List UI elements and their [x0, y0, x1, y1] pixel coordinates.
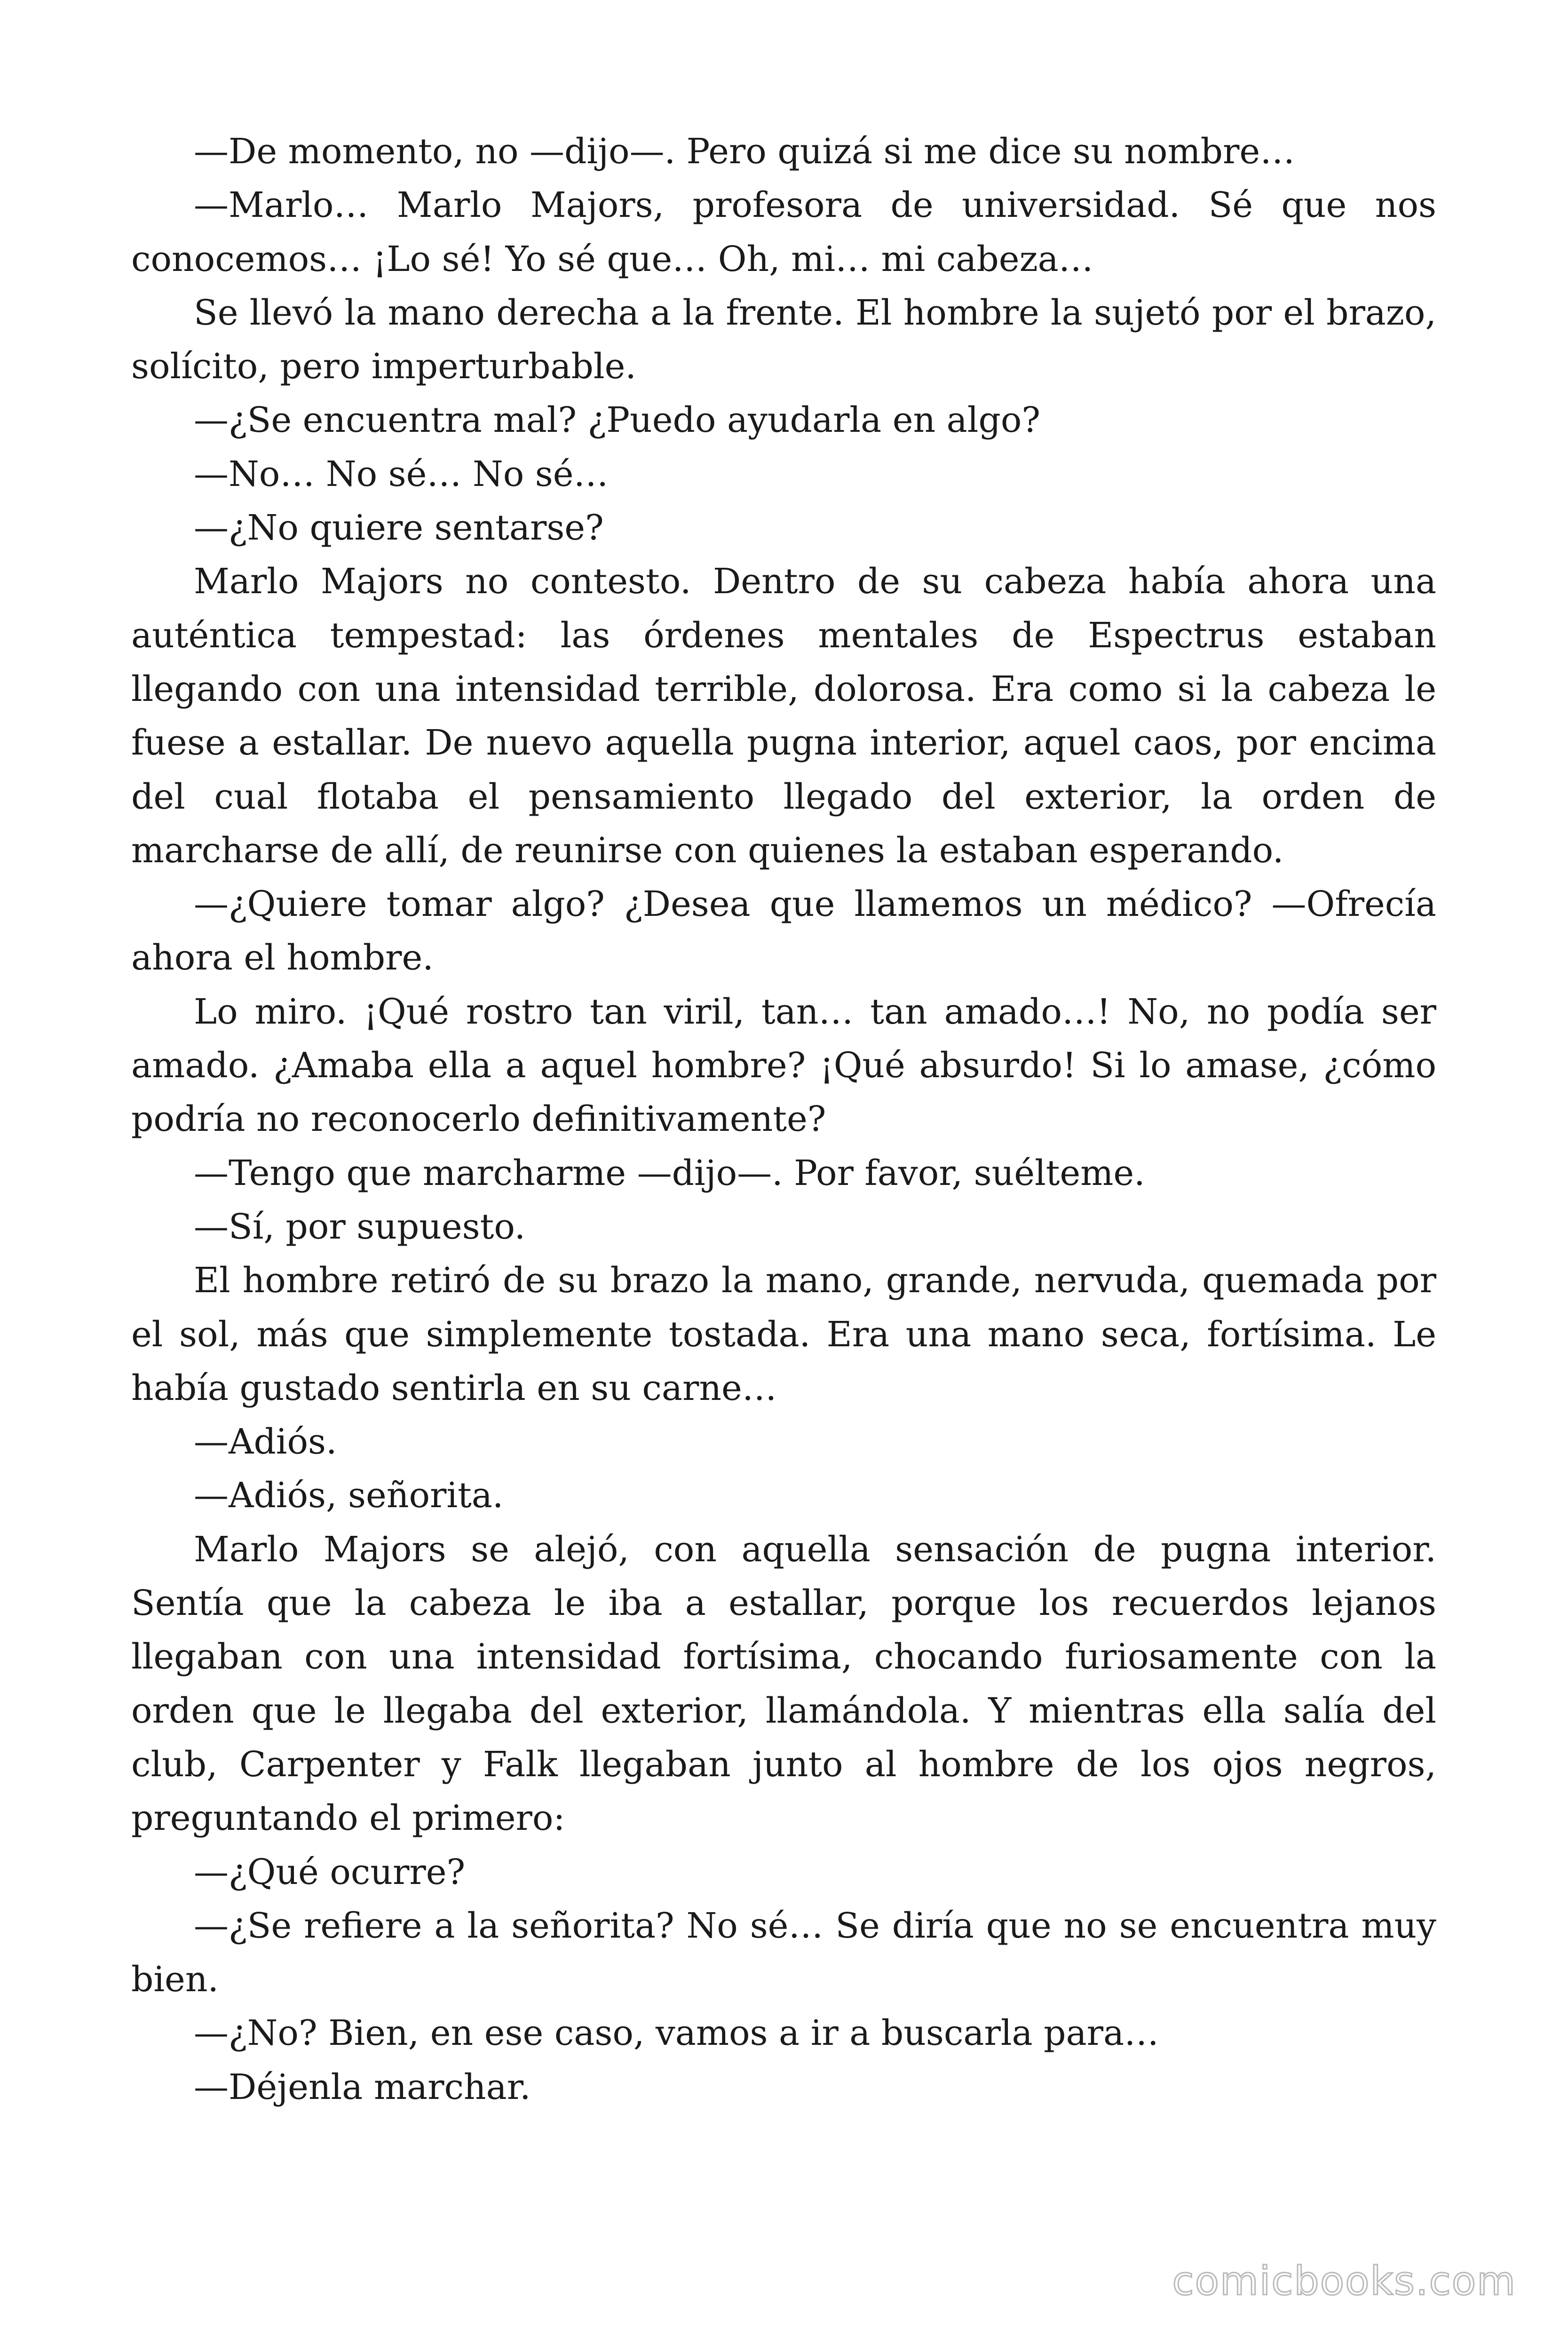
paragraph: —¿Qué ocurre? [194, 1851, 466, 1892]
paragraph: Se llevó la mano derecha a la frente. El hombre la sujetó por el brazo, solícito, pero imperturbable. [131, 292, 1436, 387]
paragraph: —Marlo… Marlo Majors, profesora de universidad. Sé que nos conocemos… ¡Lo sé! Yo sé que… Oh, mi… mi cabeza… [131, 185, 1436, 279]
paragraph: —¿Se refiere a la señorita? No sé… Se diría que no se encuentra muy bien. [131, 1905, 1436, 2000]
paragraph: Marlo Majors no contesto. Dentro de su cabeza había ahora una auténtica tempestad: las órdenes mentales de Espectrus estaban llegando con una intensidad terrible, dolorosa. Era como si la cabeza le fuese a estallar. De nuevo aquella pugna interior, aquel caos, por encima del cual flotaba el pensamiento llegado del exterior, la orden de marcharse de allí, de reunirse con quienes la estaban esperando. [131, 561, 1436, 871]
paragraph: —¿No? Bien, en ese caso, vamos a ir a buscarla para… [194, 2013, 1159, 2054]
paragraph: —Tengo que marcharme —dijo—. Por favor, suélteme. [194, 1152, 1145, 1193]
paragraph: Marlo Majors se alejó, con aquella sensación de pugna interior. Sentía que la cabeza le iba a estallar, porque los recuerdos lejanos llegaban con una intensidad fortísima, chocando furiosamente con la orden que le llegaba del exterior, llamándola. Y mientras ella salía del club, Carpenter y Falk llegaban junto al hombre de los ojos negros, preguntando el primero: [131, 1529, 1436, 1839]
paragraph: El hombre retiró de su brazo la mano, grande, nervuda, quemada por el sol, más que simplemente tostada. Era una mano seca, fortísima. Le había gustado sentirla en su carne… [131, 1260, 1436, 1408]
paragraph: —Adiós. [194, 1422, 337, 1462]
site-watermark: comicbooks.com [1172, 2258, 1516, 2304]
paragraph: Lo miro. ¡Qué rostro tan viril, tan… tan amado…! No, no podía ser amado. ¿Amaba ella a aquel hombre? ¡Qué absurdo! Si lo amase, ¿cómo podría no reconocerlo definitivamente? [131, 991, 1436, 1140]
paragraph: —¿Se encuentra mal? ¿Puedo ayudarla en algo? [194, 400, 1041, 441]
paragraph: —¿No quiere sentarse? [194, 508, 604, 548]
paragraph: —De momento, no —dijo—. Pero quizá si me dice su nombre… [194, 131, 1295, 172]
page-body-text [131, 125, 1436, 2114]
paragraph: —Déjenla marchar. [194, 2066, 531, 2107]
paragraph: —No… No sé… No sé… [194, 453, 609, 494]
paragraph: —¿Quiere tomar algo? ¿Desea que llamemos un médico? —Ofrecía ahora el hombre. [131, 884, 1436, 978]
paragraph: —Adiós, señorita. [194, 1475, 504, 1516]
paragraph: —Sí, por supuesto. [194, 1206, 526, 1247]
